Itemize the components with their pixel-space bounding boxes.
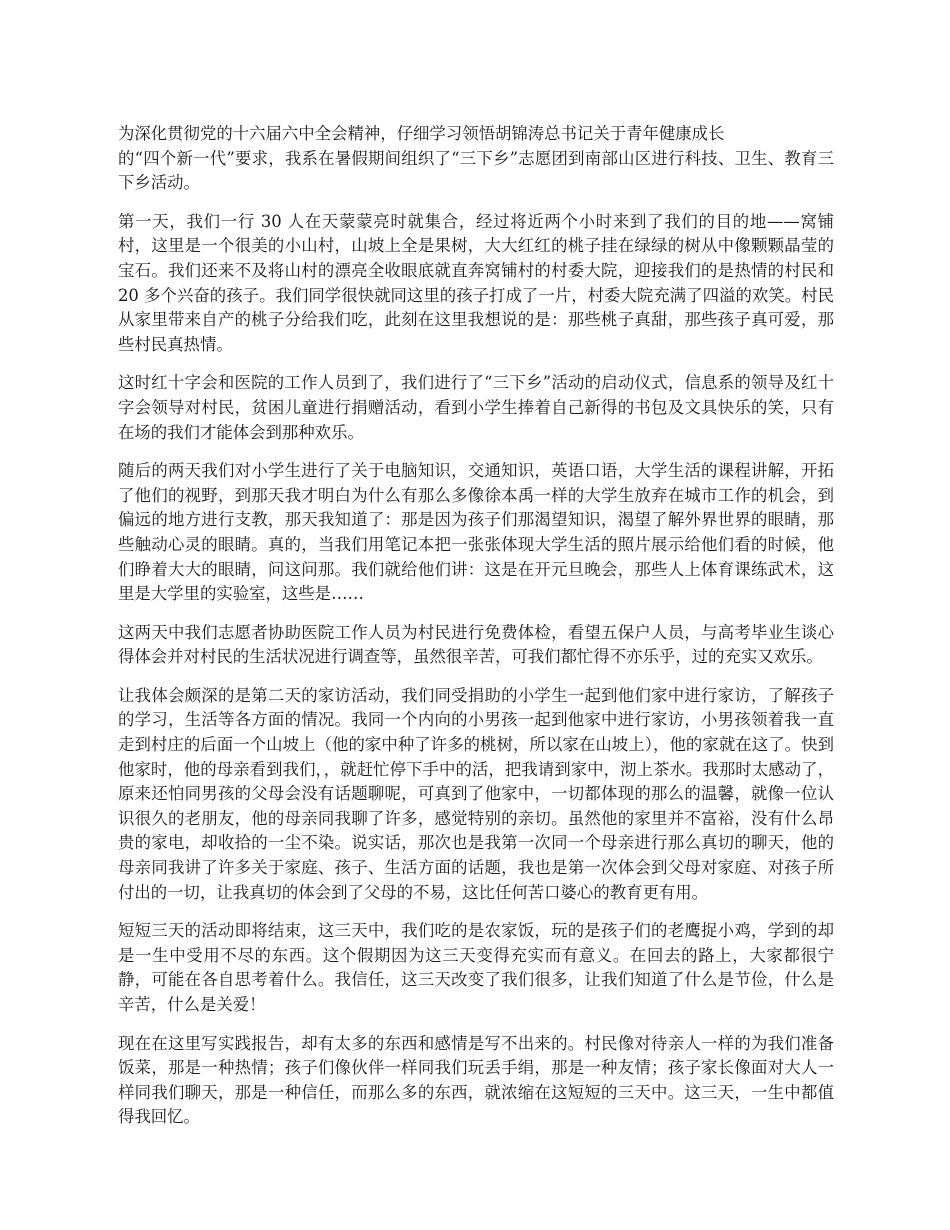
- paragraph-6: 让我体会颇深的是第二天的家访活动，我们同受捐助的小学生一起到他们家中进行家访，了解孩子的学习，生活等各方面的情况。我同一个内向的小男孩一起到他家中进行家访，小男孩领着我一直走到村庄的后面一个山坡上（他的家中种了许多的桃树，所以家在山坡上），他的家就在这了。快到他家时，他的母亲看到我们，，就赶忙停下手中的活，把我请到家中，沏上茶水。我那时太感动了，原来还怕同男孩的父母会没有话题聊呢，可真到了他家中，一切都体现的那么的温馨，就像一位认识很久的老朋友，他的母亲同我聊了许多，感觉特别的亲切。虽然他的家里并不富裕，没有什么昂贵的家电，却收拾的一尘不染。说实话，那次也是我第一次同一个母亲进行那么真切的聊天，他的母亲同我讲了许多关于家庭、孩子、生活方面的话题，我也是第一次体会到父母对家庭、对孩子所付出的一切，让我真切的体会到了父母的不易，这比任何苦口婆心的教育更有用。: [118, 685, 834, 902]
- paragraph-4: 随后的两天我们对小学生进行了关于电脑知识，交通知识，英语口语，大学生活的课程讲解，开拓了他们的视野，到那天我才明白为什么有那么多像徐本禹一样的大学生放弃在城市工作的机会，到偏远的地方进行支教，那天我知道了：那是因为孩子们那渴望知识，渴望了解外界世界的眼睛，那些触动心灵的眼睛。真的，当我们用笔记本把一张张体现大学生活的照片展示给他们看的时候，他们睁着大大的眼睛，问这问那。我们就给他们讲：这是在开元旦晚会，那些人上体育课练武术，这里是大学里的实验室，这些是……: [118, 461, 834, 604]
- paragraph-5: 这两天中我们志愿者协助医院工作人员为村民进行免费体检，看望五保户人员，与高考毕业生谈心得体会并对村民的生活状况进行调查等，虽然很辛苦，可我们都忙得不亦乐乎，过的充实又欢乐。: [118, 622, 834, 667]
- paragraph-8: 现在在这里写实践报告，却有太多的东西和感情是写不出来的。村民像对待亲人一样的为我们准备饭菜，那是一种热情；孩子们像伙伴一样同我们玩丢手绢，那是一种友情；孩子家长像面对大人一样同我们聊天，那是一种信任，而那么多的东西，就浓缩在这短短的三天中。这三天，一生中都值得我回忆。: [118, 1033, 834, 1127]
- document-body: [118, 122, 834, 1144]
- paragraph-2: 第一天，我们一行 30 人在天蒙蒙亮时就集合，经过将近两个小时来到了我们的目的地——窝铺村，这里是一个很美的小山村，山坡上全是果树，大大红红的桃子挂在绿绿的树从中像颗颗晶莹的宝石。我们还来不及将山村的漂亮全收眼底就直奔窝铺村的村委大院，迎接我们的是热情的村民和 20 多个兴奋的孩子。我们同学很快就同这里的孩子打成了一片，村委大院充满了四溢的欢笑。村民从家里带来自产的桃子分给我们吃，此刻在这里我想说的是：那些桃子真甜，那些孩子真可爱，那些村民真热情。: [118, 211, 834, 354]
- paragraph-7: 短短三天的活动即将结束，这三天中，我们吃的是农家饭，玩的是孩子们的老鹰捉小鸡，学到的却是一生中受用不尽的东西。这个假期因为这三天变得充实而有意义。在回去的路上，大家都很宁静，可能在各自思考着什么。我信任，这三天改变了我们很多，让我们知道了什么是节俭，什么是辛苦，什么是关爱！: [118, 921, 834, 1014]
- paragraph-1: 为深化贯彻党的十六届六中全会精神，仔细学习领悟胡锦涛总书记关于青年健康成长 的“四个新一代”要求，我系在暑假期间组织了“三下乡”志愿团到南部山区进行科技、卫生、教育三下乡活动。: [118, 124, 834, 193]
- paragraph-3: 这时红十字会和医院的工作人员到了，我们进行了“三下乡”活动的启动仪式，信息系的领导及红十字会领导对村民，贫困儿童进行捐赠活动，看到小学生捧着自己新得的书包及文具快乐的笑，只有在场的我们才能体会到那种欢乐。: [118, 373, 834, 442]
